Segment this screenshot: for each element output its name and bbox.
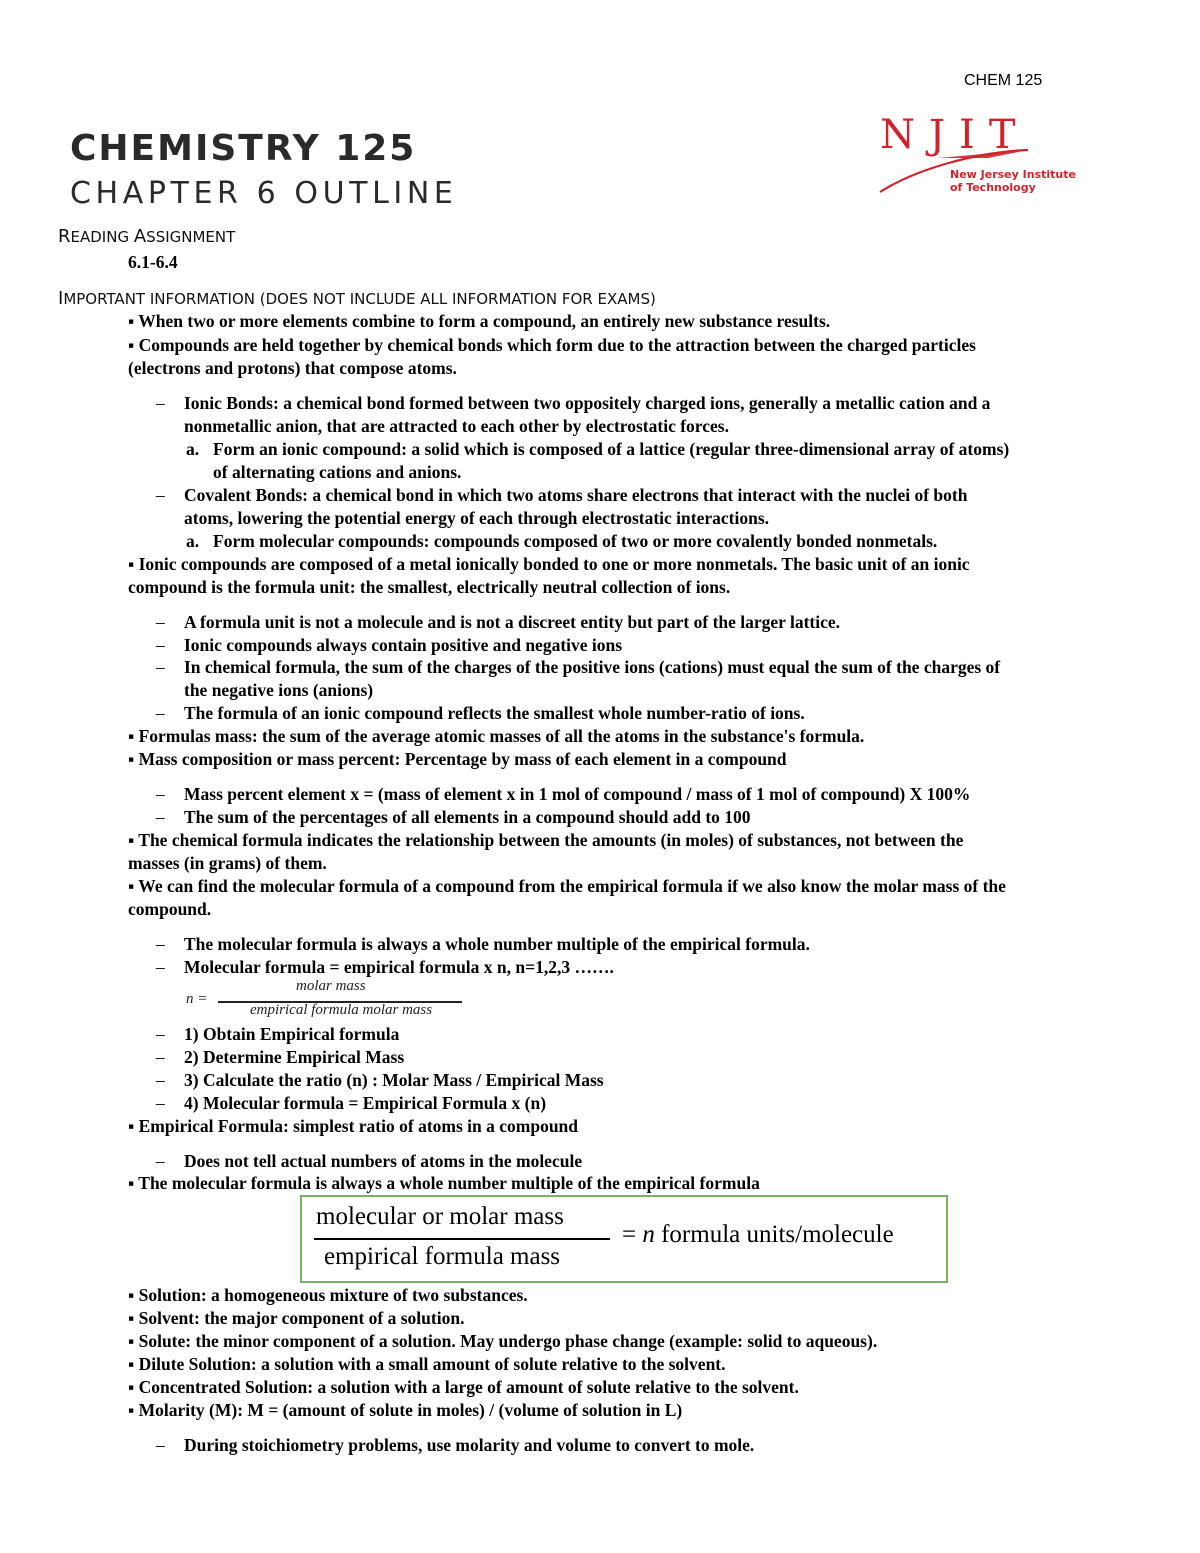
list-item: ▪ Molarity (M): M = (amount of solute in moles) / (volume of solution in L) [128, 1400, 683, 1420]
njit-logo-line1: New Jersey Institute [950, 168, 1076, 181]
dash-marker: – [156, 1024, 165, 1044]
dash-marker: – [156, 957, 165, 977]
list-item: Ionic Bonds: a chemical bond formed between two oppositely charged ions, generally a metallic cation and a [184, 393, 991, 413]
list-item-cont: (electrons and protons) that compose atoms. [128, 358, 457, 378]
document-subtitle: CHAPTER 6 OUTLINE [70, 176, 458, 211]
list-item: ▪ The chemical formula indicates the relationship between the amounts (in moles) of substances, not between the [128, 830, 964, 850]
list-item: ▪ Empirical Formula: simplest ratio of atoms in a compound [128, 1116, 579, 1136]
box-denominator: empirical formula mass [324, 1243, 561, 1270]
list-item: ▪ Solvent: the major component of a solution. [128, 1308, 465, 1328]
list-item-cont: of alternating cations and anions. [213, 462, 462, 482]
list-item: During stoichiometry problems, use molarity and volume to convert to mole. [184, 1435, 755, 1455]
list-item: The formula of an ionic compound reflects the smallest whole number-ratio of ions. [184, 703, 805, 723]
list-item-cont: compound. [128, 899, 212, 919]
list-item: ▪ Compounds are held together by chemical bonds which form due to the attraction between the charged particles [128, 335, 976, 355]
dash-marker: – [156, 393, 165, 413]
dash-marker: – [156, 784, 165, 804]
list-item: ▪ Solution: a homogeneous mixture of two substances. [128, 1285, 528, 1305]
list-item-cont: atoms, lowering the potential energy of each through electrostatic interactions. [184, 508, 770, 528]
list-item: Covalent Bonds: a chemical bond in which two atoms share electrons that interact with the nuclei of both [184, 485, 968, 505]
dash-marker: – [156, 635, 165, 655]
list-item: 2) Determine Empirical Mass [184, 1047, 405, 1067]
list-item: Ionic compounds always contain positive and negative ions [184, 635, 623, 655]
dash-marker: – [156, 1070, 165, 1090]
formula-denominator: empirical formula molar mass [250, 1002, 433, 1018]
dash-marker: – [156, 612, 165, 632]
document-title: CHEMISTRY 125 [70, 128, 417, 169]
list-item-cont: nonmetallic anion, that are attracted to each other by electrostatic forces. [184, 416, 729, 436]
list-item: The sum of the percentages of all elements in a compound should add to 100 [184, 807, 751, 827]
molecular-formula-box [300, 1195, 948, 1283]
list-item: The molecular formula is always a whole number multiple of the empirical formula. [184, 934, 810, 954]
njit-logo-letters: NJIT [880, 112, 1030, 158]
list-item: In chemical formula, the sum of the charges of the positive ions (cations) must equal the sum of the charges of [184, 657, 1001, 677]
reading-sections: 6.1-6.4 [128, 252, 178, 272]
list-item: ▪ The molecular formula is always a whole number multiple of the empirical formula [128, 1173, 760, 1193]
list-item-cont: masses (in grams) of them. [128, 853, 327, 873]
list-item: 4) Molecular formula = Empirical Formula x (n) [184, 1093, 547, 1113]
list-item: Form an ionic compound: a solid which is composed of a lattice (regular three-dimensional array of atoms) [213, 439, 1010, 459]
njit-logo-line2: of Technology [950, 181, 1036, 194]
list-item: ▪ Formulas mass: the sum of the average atomic masses of all the atoms in the substance's formula. [128, 726, 865, 746]
list-item: 1) Obtain Empirical formula [184, 1024, 400, 1044]
list-item: ▪ Dilute Solution: a solution with a small amount of solute relative to the solvent. [128, 1354, 726, 1374]
formula-lhs: n = [186, 991, 208, 1007]
list-item: 3) Calculate the ratio (n) : Molar Mass / Empirical Mass [184, 1070, 604, 1090]
list-item: ▪ Mass composition or mass percent: Percentage by mass of each element in a compound [128, 749, 787, 769]
dash-marker: – [156, 703, 165, 723]
dash-marker: – [156, 485, 165, 505]
list-item: ▪ When two or more elements combine to form a compound, an entirely new substance results. [128, 311, 831, 331]
list-item: Mass percent element x = (mass of element x in 1 mol of compound / mass of 1 mol of compound) X 100% [184, 784, 971, 804]
dash-marker: – [156, 807, 165, 827]
box-fraction-bar [314, 1238, 610, 1240]
list-item: Does not tell actual numbers of atoms in the molecule [184, 1151, 583, 1171]
list-item: Form molecular compounds: compounds composed of two or more covalently bonded nonmetals. [213, 531, 938, 551]
dash-marker: – [156, 1093, 165, 1113]
list-item: A formula unit is not a molecule and is not a discreet entity but part of the larger lattice. [184, 612, 841, 632]
page-header: CHEM 125 [964, 72, 1043, 89]
list-item: ▪ Concentrated Solution: a solution with a large of amount of solute relative to the solvent. [128, 1377, 799, 1397]
dash-marker: – [156, 934, 165, 954]
njit-logo [878, 112, 1076, 200]
important-heading: IMPORTANT INFORMATION (DOES NOT INCLUDE ALL INFORMATION FOR EXAMS) [58, 288, 656, 309]
list-item: ▪ We can find the molecular formula of a compound from the empirical formula if we also know the molar mass of the [128, 876, 1006, 896]
reading-heading: READING ASSIGNMENT [58, 226, 236, 247]
list-item: ▪ Solute: the minor component of a solution. May undergo phase change (example: solid to aqueous). [128, 1331, 878, 1351]
dash-marker: – [156, 1151, 165, 1171]
formula-numerator: molar mass [296, 978, 366, 994]
dash-marker: – [156, 657, 165, 677]
list-item-cont: the negative ions (anions) [184, 680, 374, 700]
dash-marker: – [156, 1047, 165, 1067]
list-item: Molecular formula = empirical formula x n, n=1,2,3 ……. [184, 957, 614, 977]
box-rhs: = n formula units/molecule [622, 1221, 894, 1248]
dash-marker: – [156, 1435, 165, 1455]
list-item-cont: compound is the formula unit: the smallest, electrically neutral collection of ions. [128, 577, 731, 597]
sub-label: a. [186, 531, 200, 551]
list-item: ▪ Ionic compounds are composed of a metal ionically bonded to one or more nonmetals. The basic unit of an ionic [128, 554, 970, 574]
box-numerator: molecular or molar mass [316, 1203, 564, 1230]
sub-label: a. [186, 439, 200, 459]
